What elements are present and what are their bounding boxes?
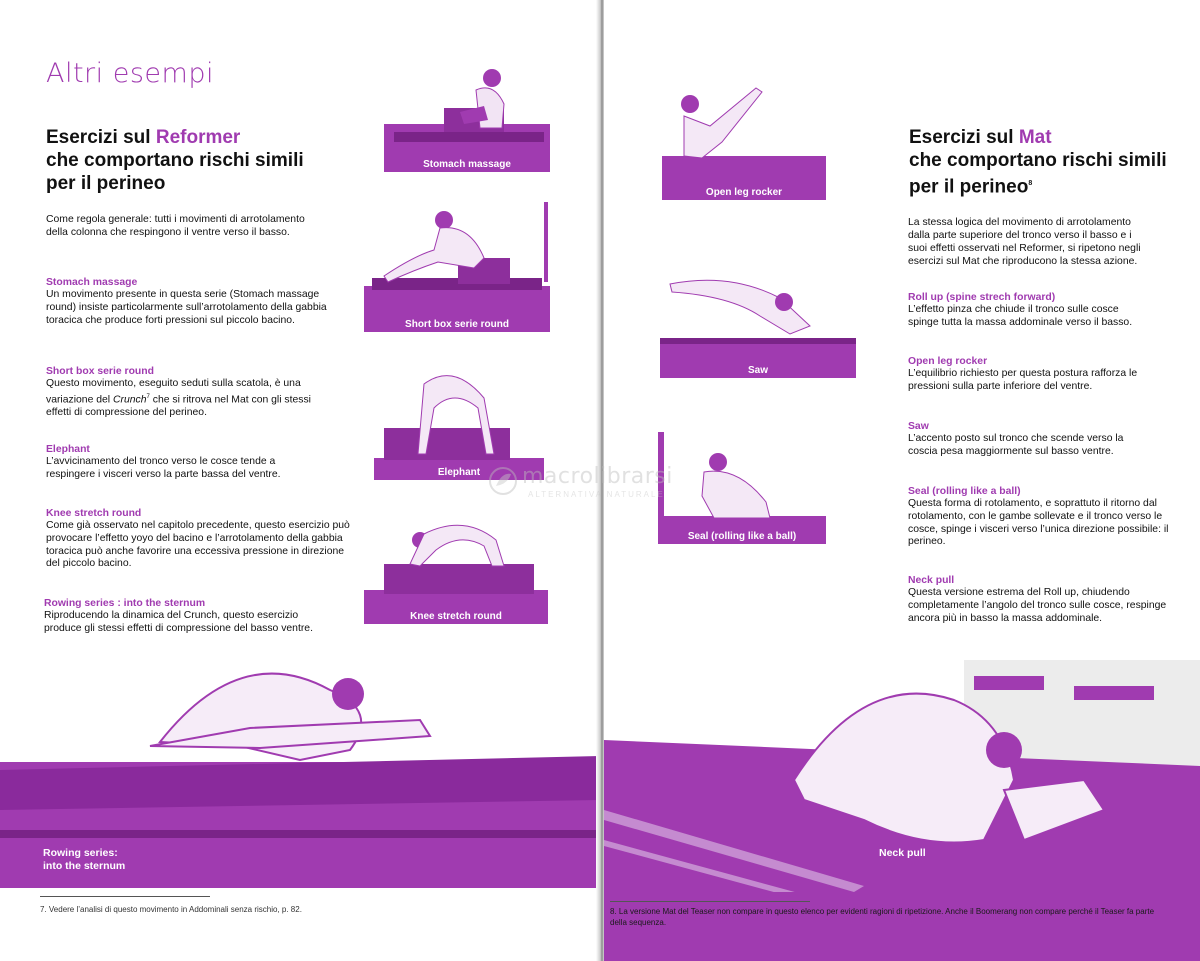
heading-highlight: Reformer — [155, 127, 241, 148]
item-short-box — [46, 366, 336, 420]
footnote-ref: 8 — [1028, 180, 1033, 187]
item-title: Roll up (spine strech forward) — [908, 292, 1056, 303]
item-title: Short box serie round — [46, 366, 154, 377]
item-text: L’equilibrio richiesto per questa postura rafforza le pressioni sulla parte inferiore del ventre. — [908, 368, 1138, 392]
rowing-caption-line1: Rowing series: — [43, 847, 118, 859]
heading-highlight: Mat — [1018, 127, 1052, 148]
heading-pre: Esercizi sul — [909, 127, 1019, 148]
item-title: Neck pull — [908, 575, 955, 586]
footnote: 8. La versione Mat del Teaser non compare in questo elenco per evidenti ragioni di ripetizione. Anche il Boomerang non compare perché il Teaser fa parte della sequenza. — [610, 907, 1155, 927]
rowing-caption-line2: into the sternum — [43, 860, 126, 872]
photo-short-box — [364, 198, 550, 332]
heading-line3: per il perineo — [46, 173, 166, 194]
item-seal — [908, 486, 1170, 549]
watermark — [488, 462, 698, 510]
footnote-rule — [40, 896, 210, 897]
item-title: Rowing series : into the sternum — [44, 598, 206, 609]
photo-caption: Open leg rocker — [705, 187, 783, 198]
item-text: Riproducendo la dinamica del Crunch, questo esercizio produce gli stessi effetti di compressione del basso ventre. — [44, 610, 313, 634]
item-text: Questa forma di rotolamento, e soprattuto il ritorno dal rotolamento, con le gambe sollevate e il tronco verso le cosce, spinge i visceri verso l’unica direzione possibile: il perineo. — [908, 498, 1169, 548]
heading-line2: che comportano rischi simili — [46, 150, 304, 171]
item-title: Open leg rocker — [908, 356, 988, 367]
heading-line2: che comportano rischi simili — [909, 150, 1167, 171]
item-text-a: Questo movimento, eseguito seduti sulla scatola, è una variazione del — [46, 378, 301, 406]
photo-caption: Stomach massage — [423, 159, 511, 170]
section-title: Altri esempi — [46, 58, 214, 89]
right-intro: La stessa logica del movimento di arrotolamento dalla parte superiore del tronco verso il basso e i suoi effetti osservati nel Reformer, si ripetono negli esercizi sul Mat che riproducono la stessa azione. — [908, 217, 1141, 267]
item-text-b: che si ritrova nel Mat con gli stessi effetti di compressione del perineo. — [46, 394, 311, 419]
left-intro: Come regola generale: tutti i movimenti di arrotolamento della colonna che respingono il ventre verso il basso. — [46, 214, 305, 238]
photo-caption: Knee stretch round — [410, 611, 502, 622]
item-title: Seal (rolling like a ball) — [908, 486, 1021, 497]
left-heading — [46, 126, 346, 195]
item-neck-pull — [908, 575, 1168, 625]
footnote-rule — [610, 901, 810, 902]
photo-caption: Short box serie round — [405, 319, 509, 330]
item-text-em: Crunch — [113, 394, 147, 406]
watermark-tagline: ALTERNATIVA NATURALE — [528, 490, 665, 499]
item-title: Stomach massage — [46, 277, 138, 288]
item-text: L’effetto pinza che chiude il tronco sulle cosce spinge tutta la massa addominale verso il basso. — [908, 304, 1133, 328]
item-stomach-massage — [46, 277, 346, 327]
item-elephant — [46, 444, 306, 482]
item-title: Elephant — [46, 444, 90, 455]
photo-caption: Elephant — [437, 467, 481, 478]
photo-saw — [660, 268, 856, 378]
footnote: 7. Vedere l’analisi di questo movimento in Addominali senza rischio, p. 82. — [40, 905, 302, 914]
photo-caption: Seal (rolling like a ball) — [687, 531, 797, 542]
item-text: L’accento posto sul tronco che scende verso la coscia pesa maggiormente sul basso ventre. — [908, 433, 1124, 457]
item-title: Saw — [908, 421, 929, 432]
footnote-ref: 7 — [146, 393, 150, 400]
item-text: Un movimento presente in questa serie (Stomach massage round) insiste particolarmente sull’arrotolamento della gabbia toracica che produce forti pressioni sul piccolo bacino. — [46, 289, 327, 326]
photo-caption: Saw — [747, 365, 768, 376]
heading-pre: Esercizi sul — [46, 127, 156, 148]
leaf-icon — [488, 466, 518, 496]
item-text: Questa versione estrema del Roll up, chiudendo completamente l’angolo del tronco sulle cosce, respinge ancora più in basso la massa addominale. — [908, 587, 1167, 624]
neck-pull-caption: Neck pull — [879, 847, 926, 859]
item-knee-stretch — [46, 508, 351, 571]
heading-line3: per il perineo — [909, 176, 1029, 198]
photo-stomach-massage — [384, 62, 550, 172]
item-rowing — [44, 598, 334, 636]
item-saw — [908, 421, 1148, 459]
watermark-name: macrolibrarsi — [522, 464, 673, 489]
right-heading — [909, 126, 1199, 198]
item-roll-up — [908, 292, 1148, 330]
footer-area — [0, 888, 600, 961]
item-title: Knee stretch round — [46, 508, 142, 519]
item-text: L’avvicinamento del tronco verso le cosce tende a respingere i visceri verso la parte bassa del ventre. — [46, 456, 281, 480]
item-text: Come già osservato nel capitolo precedente, questo esercizio può provocare l’effetto yoyo del bacino e l’arrotolamento della gabbia toracica può anche favorire una eccessiva pressione in direzione del piccolo bacino. — [46, 520, 350, 570]
rowing-caption — [43, 847, 125, 873]
photo-open-leg-rocker — [662, 86, 826, 200]
item-text — [46, 378, 336, 420]
item-open-leg-rocker — [908, 356, 1148, 394]
photo-knee-stretch — [364, 510, 548, 624]
